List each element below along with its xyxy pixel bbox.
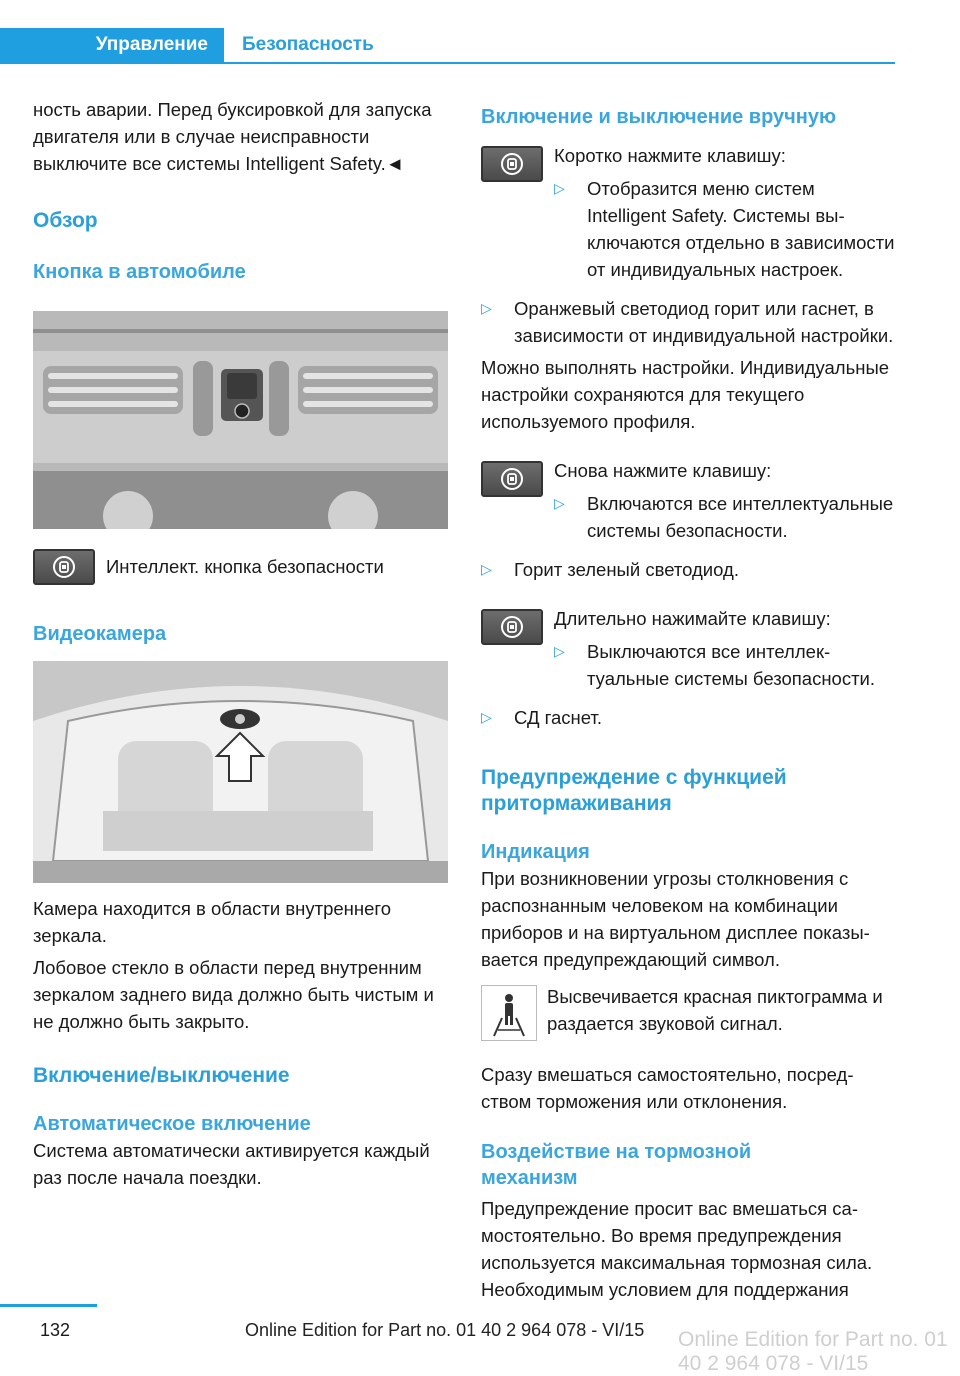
settings-text: Можно выполнять настройки. Индивидуальные настройки сохраняются для текущего используемого профиля. (481, 357, 890, 432)
safety-button-icon (481, 146, 543, 182)
safety-button-icon (481, 609, 543, 645)
heading-brake: Воздействие на тормозной механизм (481, 1141, 752, 1189)
auto-text: Система автоматически активируется каждый раз после начала поездки. (33, 1140, 430, 1188)
heading-manual: Включение и выключение вручную (481, 106, 837, 128)
list-item (554, 490, 896, 544)
triangle-bullet-icon: ▷ (554, 495, 565, 511)
list-item (481, 704, 896, 731)
bullet-list-1 (481, 295, 896, 349)
pictogram-row (481, 983, 896, 1043)
heading-on-off: Включение/выключение (33, 1064, 290, 1087)
press-short-sublist (554, 175, 896, 283)
heading-auto-on: Автоматическое включение (33, 1113, 311, 1135)
pedestrian-warning-icon (481, 985, 537, 1041)
heading-warning: Предупреждение с функцией притормаживания (481, 766, 787, 815)
press-short-text: Коротко нажмите клавишу: (554, 145, 786, 166)
triangle-bullet-icon: ▷ (481, 709, 492, 725)
list-item-text: СД гаснет. (514, 707, 602, 728)
triangle-bullet-icon: ▷ (554, 643, 565, 659)
heading-button-in-car: Кнопка в автомобиле (33, 261, 246, 283)
safety-button-icon (33, 549, 95, 585)
press-long-row (481, 605, 896, 692)
button-caption-row (33, 549, 448, 595)
intro-text: ность аварии. Перед буксировкой для запуска двигателя или в случае неисправности выключите все системы Intelligent Safety.◄ (33, 99, 432, 174)
list-item-text: Горит зеленый светодиод. (514, 559, 739, 580)
press-long-sublist (554, 638, 896, 692)
camera-text-1: Камера находится в области внутреннего зеркала. (33, 898, 392, 946)
safety-button-icon (481, 461, 543, 497)
triangle-bullet-icon: ▷ (481, 561, 492, 577)
triangle-bullet-icon: ▷ (481, 300, 492, 316)
tab-control[interactable]: Управление (0, 28, 224, 62)
press-again-text: Снова нажмите клавишу: (554, 460, 772, 481)
list-item-text: Включаются все интеллектуальные системы безопасности. (587, 493, 894, 541)
triangle-bullet-icon: ▷ (554, 180, 565, 196)
heading-overview: Обзор (33, 209, 98, 232)
camera-text-2: Лобовое стекло в области перед внутренним зеркалом заднего вида должно быть чистым и не должно быть закрыто. (33, 957, 434, 1032)
press-again-row (481, 457, 896, 544)
bullet-list-3 (481, 704, 896, 731)
camera-photo (33, 661, 448, 883)
list-item (481, 295, 896, 349)
list-item-text: Оранжевый светодиод горит или гаснет, в зависимости от индивидуальной настройки. (514, 298, 894, 346)
heading-camera: Видеокамера (33, 623, 167, 645)
button-caption: Интеллект. кнопка безопасности (106, 556, 384, 577)
indication-text: При возникновении угрозы столкновения с распознанным человеком на комбинации приборов и на виртуальном дисплее показывается предупреждающий символ. (481, 868, 870, 970)
right-column (481, 96, 896, 1303)
heading-indication: Индикация (481, 841, 590, 863)
dashboard-illustration (33, 311, 448, 529)
page-number: 132 (40, 1320, 71, 1340)
footer-edition: Online Edition for Part no. 01 40 2 964 078 - VI/15 (245, 1320, 645, 1340)
list-item-text: Отобразится меню систем Intelligent Safety. Системы выключаются отдельно в зависимости от индивидуальных настроек. (587, 178, 895, 280)
left-column (33, 96, 448, 1191)
press-long-text: Длительно нажимайте клавишу: (554, 608, 831, 629)
tab-safety[interactable]: Безопасность (242, 34, 374, 55)
list-item (554, 175, 896, 283)
act-text: Сразу вмешаться самостоятельно, посредством торможения или отклонения. (481, 1064, 854, 1112)
footer-rule (0, 1304, 97, 1307)
list-item (554, 638, 896, 692)
dashboard-button-photo (33, 311, 448, 529)
press-short-row (481, 142, 896, 283)
pictogram-text: Высвечивается красная пиктограмма и раздается звуковой сигнал. (547, 986, 883, 1034)
press-again-sublist (554, 490, 896, 544)
list-item (481, 556, 896, 583)
list-item-text: Выключаются все интеллектуальные системы безопасности. (587, 641, 876, 689)
bullet-list-2 (481, 556, 896, 583)
watermark: Online Edition for Part no. 01 40 2 964 078 - VI/15 (678, 1328, 948, 1375)
header-tabbar (0, 28, 895, 64)
brake-text: Предупреждение просит вас вмешаться самостоятельно. Во время предупреждения используется максимальная тормозная сила. Необходимым условием для поддержания (481, 1198, 873, 1300)
windshield-illustration (33, 661, 448, 883)
